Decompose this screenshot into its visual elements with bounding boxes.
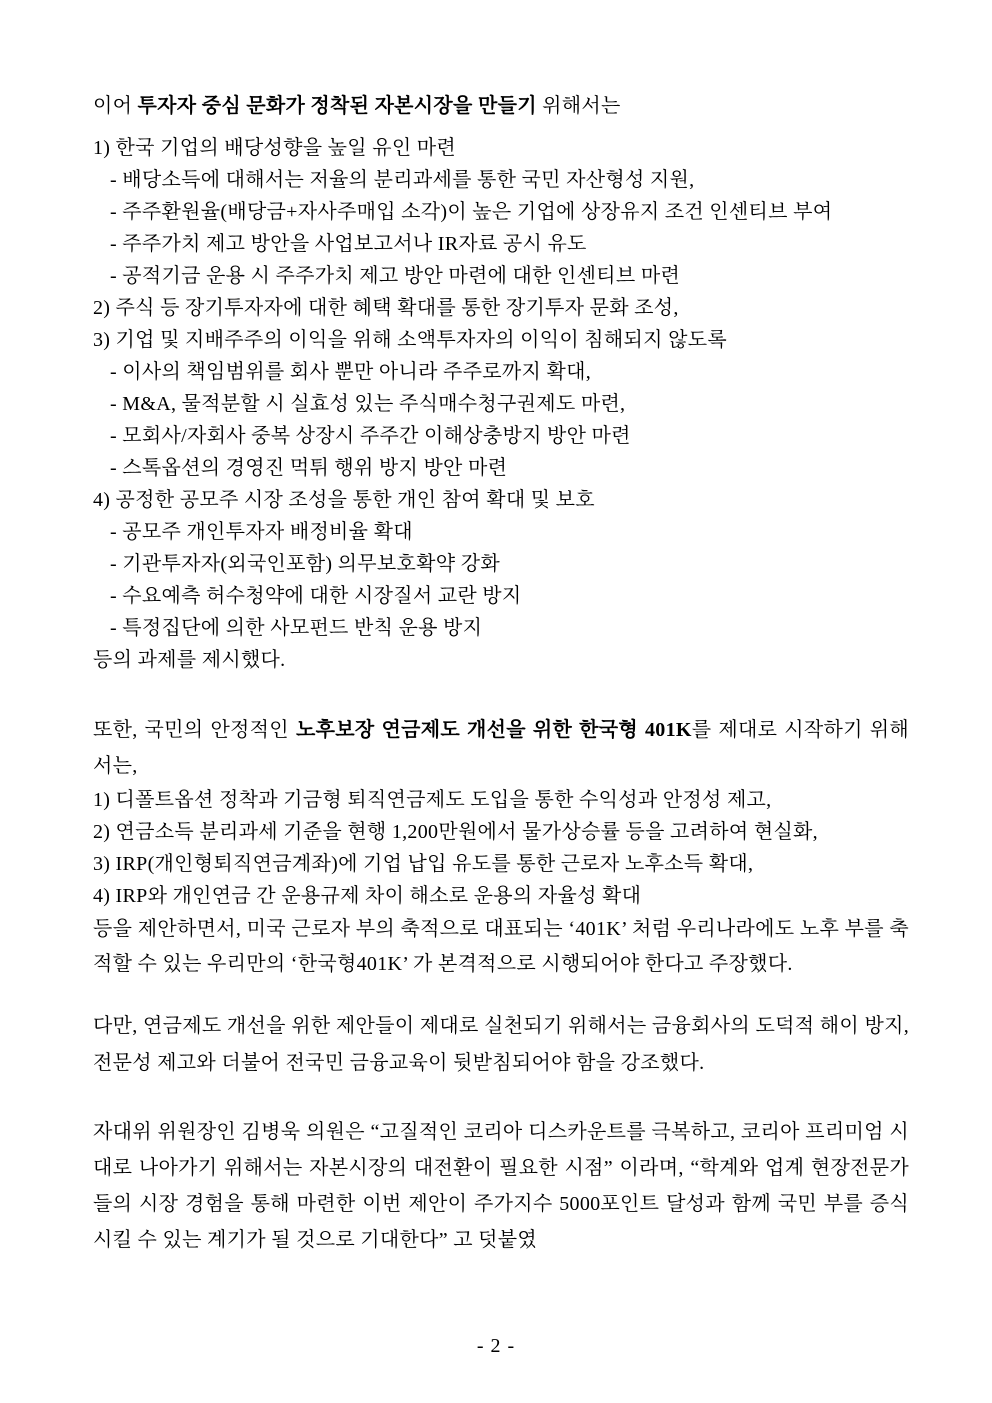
list-item: 4) 공정한 공모주 시장 조성을 통한 개인 참여 확대 및 보호: [93, 489, 595, 511]
list-item: - 공모주 개인투자자 배정비율 확대: [110, 521, 413, 543]
heading-text-pre: 이어: [93, 95, 138, 117]
list-item: - 기관투자자(외국인포함) 의무보호확약 강화: [110, 553, 500, 575]
list-item: - 이사의 책임범위를 회사 뿐만 아니라 주주로까지 확대,: [110, 361, 591, 383]
section4-paragraph: 자대위 위원장인 김병욱 의원은 “고질적인 코리아 디스카운트를 극복하고, 코리아 프리미엄 시대로 나아가기 위해서는 자본시장의 대전환이 필요한 시점” 이라며, “학계와 업계 현장전문가들의 시장 경험을 통해 마련한 이번 제안이 주가지수 5000포인트 달성과 함께 국민 부를 증식시킬 수 있는 계기가 될 것으로 기대한다” 고 덧붙였: [93, 1121, 909, 1251]
section1-heading: [93, 88, 909, 124]
list-item: - 특정집단에 의한 사모펀드 반칙 운용 방지: [110, 617, 483, 639]
list-item: - 주주가치 제고 방안을 사업보고서나 IR자료 공시 유도: [110, 233, 587, 255]
section-caveat: [93, 1008, 909, 1082]
document-content: [93, 88, 909, 1258]
section-capital-market: [93, 88, 909, 676]
heading-text-post: 위해서는: [536, 95, 621, 117]
section2-heading: [93, 712, 909, 784]
list-item: 4) IRP와 개인연금 간 운용규제 차이 해소로 운용의 자율성 확대: [93, 885, 642, 907]
heading-bold-text: 노후보장 연금제도 개선을 위한 한국형 401K: [295, 719, 692, 741]
list-item: - 스톡옵션의 경영진 먹튀 행위 방지 방안 마련: [110, 457, 508, 479]
list-item: 3) IRP(개인형퇴직연금계좌)에 기업 납입 유도를 통한 근로자 노후소득 확대,: [93, 853, 754, 875]
section-chairman-quote: [93, 1114, 909, 1258]
list-item: 1) 디폴트옵션 정착과 기금형 퇴직연금제도 도입을 통한 수익성과 안정성 제고,: [93, 789, 772, 811]
list-item: - 배당소득에 대해서는 저율의 분리과세를 통한 국민 자산형성 지원,: [110, 169, 695, 191]
list-item: 2) 연금소득 분리과세 기준을 현행 1,200만원에서 물가상승률 등을 고려하여 현실화,: [93, 821, 818, 843]
list-item: - 공적기금 운용 시 주주가치 제고 방안 마련에 대한 인센티브 마련: [110, 265, 681, 287]
heading-bold-text: 투자자 중심 문화가 정착된 자본시장을 만들기: [137, 95, 537, 117]
heading-text-post: 를 제대로 시작하기 위해서는,: [93, 719, 909, 777]
list-item: 2) 주식 등 장기투자자에 대한 혜택 확대를 통한 장기투자 문화 조성,: [93, 297, 679, 319]
list-item: 1) 한국 기업의 배당성향을 높일 유인 마련: [93, 137, 456, 159]
list-item: - M&A, 물적분할 시 실효성 있는 주식매수청구권제도 마련,: [110, 393, 626, 415]
list-item: 3) 기업 및 지배주주의 이익을 위해 소액투자자의 이익이 침해되지 않도록: [93, 329, 727, 351]
section3-paragraph: 다만, 연금제도 개선을 위한 제안들이 제대로 실천되기 위해서는 금융회사의 도덕적 해이 방지, 전문성 제고와 더불어 전국민 금융교육이 뒷받침되어야 함을 강조했다.: [93, 1015, 909, 1074]
list-item: - 모회사/자회사 중복 상장시 주주간 이해상충방지 방안 마련: [110, 425, 631, 447]
section1-closing: 등의 과제를 제시했다.: [93, 649, 286, 671]
heading-text-pre: 또한, 국민의 안정적인: [93, 719, 296, 741]
section-pension-401k: [93, 712, 909, 982]
section2-closing: 등을 제안하면서, 미국 근로자 부의 축적으로 대표되는 ‘401K’ 처럼 우리나라에도 노후 부를 축적할 수 있는 우리만의 ‘한국형401K’ 가 본격적으로 시행되어야 한다고 주장했다.: [93, 918, 909, 975]
list-item: - 수요예측 허수청약에 대한 시장질서 교란 방지: [110, 585, 522, 607]
list-item: - 주주환원율(배당금+자사주매입 소각)이 높은 기업에 상장유지 조건 인센티브 부여: [110, 201, 833, 223]
page-number: - 2 -: [476, 1335, 516, 1357]
